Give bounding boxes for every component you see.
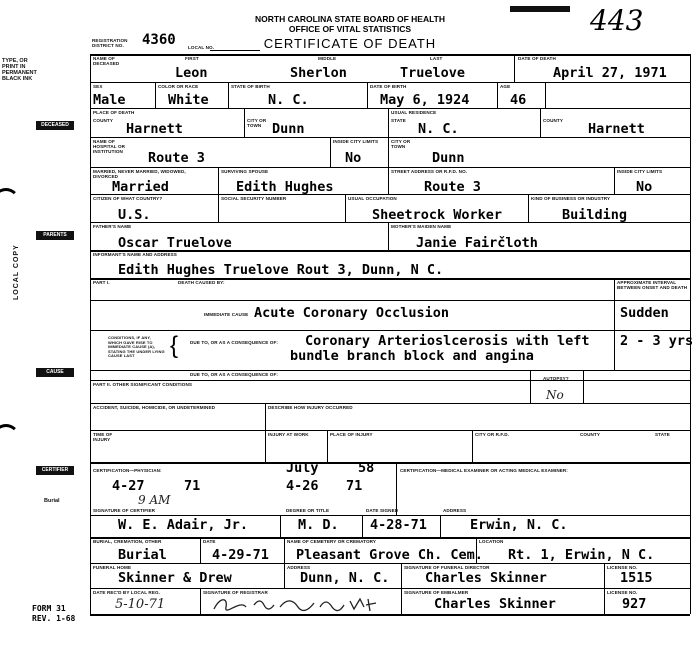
disposition-label: BURIAL, CREMATION, OTHER (93, 539, 162, 544)
res-city-value: Dunn (432, 150, 465, 166)
certificate-title: CERTIFICATE OF DEATH (263, 36, 437, 51)
name-label: NAME OF DECEASED (93, 56, 120, 66)
attended-from-day-value: 58 (358, 460, 375, 476)
sex-label: SEX (93, 84, 103, 89)
race-label: COLOR OR RACE (158, 84, 199, 89)
business-label: KIND OF BUSINESS OR INDUSTRY (531, 196, 611, 201)
conditions-label: CONDITIONS, IF ANY, WHICH GAVE RISE TO IMMEDIATE CAUSE (A), STATING THE UNDER LYING CAUSE LAST (108, 335, 165, 359)
director-value: Charles Skinner (425, 570, 547, 586)
res-city-label: CITY OR TOWN (391, 139, 411, 149)
age-value: 46 (510, 92, 527, 108)
last-saw-value: 4-26 (286, 478, 319, 494)
first-name-value: Leon (175, 65, 208, 81)
due-to-b-label: DUE TO, OR AS A CONSEQUENCE OF: (190, 340, 279, 345)
middle-name-value: Sherlon (290, 65, 347, 81)
res-state-label: STATE (391, 118, 406, 123)
father-value: Oscar Truelove (118, 235, 232, 251)
last-name-label: LAST (430, 56, 443, 61)
first-name-label: FIRST (185, 56, 199, 61)
burial-date-label: DATE (203, 539, 216, 544)
registrar-signature (210, 595, 390, 613)
due-to-c-label: DUE TO, OR AS A CONSEQUENCE OF: (190, 372, 279, 377)
hospital-value: Route 3 (148, 150, 205, 166)
license1-value: 1515 (620, 570, 653, 586)
sex-value: Male (93, 92, 126, 108)
cemetery-label: NAME OF CEMETERY OR CREMATORY (287, 539, 377, 544)
immediate-cause-label: IMMEDIATE CAUSE (204, 312, 249, 317)
ink-instructions: TYPE, OR PRINT IN PERMANENT BLACK INK (2, 58, 37, 82)
occupation-value: Sheetrock Worker (372, 207, 503, 223)
certifier-signature-value: W. E. Adair, Jr. (118, 517, 249, 533)
punch-hole-bottom (0, 424, 20, 452)
date-signed-label: DATE SIGNED (366, 508, 399, 513)
street-value: Route 3 (424, 179, 481, 195)
informant-label: INFORMANT'S NAME AND ADDRESS (93, 252, 177, 257)
degree-label: DEGREE OR TITLE (286, 508, 330, 513)
autopsy-label: AUTOPSY? (543, 376, 569, 381)
injury-city-label: CITY OR R.F.D. (475, 432, 509, 437)
city-label: CITY OR TOWN (247, 118, 267, 128)
birth-state-label: STATE OF BIRTH (231, 84, 270, 89)
parents-tab: PARENTS (36, 231, 74, 240)
citizen-label: CITIZEN OF WHAT COUNTRY? (93, 196, 163, 201)
mother-value: Janie Fairčloth (416, 235, 538, 251)
ssn-label: SOCIAL SECURITY NUMBER (221, 196, 287, 201)
part2-label: PART II. OTHER SIGNIFICANT CONDITIONS (93, 382, 193, 387)
degree-value: M. D. (298, 517, 339, 533)
birth-state-value: N. C. (268, 92, 309, 108)
cause-b-interval: 2 - 3 yrs (620, 333, 694, 349)
date-signed-value: 4-28-71 (370, 517, 427, 533)
attended-to-value: 4-27 (112, 478, 145, 494)
autopsy-value: No (546, 388, 564, 402)
physician-label: CERTIFICATION—PHYSICIAN: (93, 468, 162, 473)
license2-value: 927 (622, 596, 647, 612)
local-copy-label: LOCAL COPY (13, 244, 20, 300)
medical-examiner-label: CERTIFICATION—MEDICAL EXAMINER OR ACTING MEDICAL EXAMINER: (400, 468, 568, 473)
handwritten-number: 443 (590, 4, 644, 37)
license1-label: LICENSE NO. (607, 565, 638, 570)
citizen-value: U.S. (118, 207, 151, 223)
attended-from-value: July (286, 460, 319, 476)
black-bar-decoration (510, 6, 570, 12)
county-value: Harnett (126, 121, 183, 137)
spouse-label: SURVIVING SPOUSE (221, 169, 269, 174)
location-value: Rt. 1, Erwin, N C. (508, 547, 655, 563)
city-value: Dunn (272, 121, 305, 137)
res-inside-value: No (636, 179, 653, 195)
res-state-value: N. C. (418, 121, 459, 137)
funeral-home-value: Skinner & Drew (118, 570, 232, 586)
race-value: White (168, 92, 209, 108)
accident-label: ACCIDENT, SUICIDE, HOMICIDE, OR UNDETERMINED (93, 405, 216, 410)
form-revision: REV. 1-68 (32, 614, 76, 623)
registrar-label: SIGNATURE OF REGISTRAR (203, 590, 268, 595)
inside-limits-label: INSIDE CITY LIMITS (333, 139, 379, 144)
board-name: NORTH CAROLINA STATE BOARD OF HEALTH (255, 14, 445, 24)
dob-value: May 6, 1924 (380, 92, 470, 108)
res-inside-label: INSIDE CITY LIMITS (617, 169, 663, 174)
funeral-home-label: FUNERAL HOME (93, 565, 132, 570)
date-of-death-value: April 27, 1971 (553, 65, 667, 81)
res-county-value: Harnett (588, 121, 645, 137)
burial-side-label: Burial (44, 498, 60, 504)
director-label: SIGNATURE OF FUNERAL DIRECTOR (404, 565, 490, 570)
hospital-label: NAME OF HOSPITAL OR INSTITUTION (93, 139, 126, 154)
disposition-value: Burial (118, 547, 167, 563)
punch-hole-top (0, 188, 20, 216)
location-label: LOCATION (479, 539, 504, 544)
burial-date-value: 4-29-71 (212, 547, 269, 563)
father-label: FATHER'S NAME (93, 224, 132, 229)
spouse-value: Edith Hughes (236, 179, 334, 195)
last-name-value: Truelove (400, 65, 466, 81)
age-label: AGE (500, 84, 511, 89)
inside-limits-value: No (345, 150, 362, 166)
business-value: Building (562, 207, 628, 223)
marital-value: Married (112, 179, 169, 195)
deceased-tab: DECEASED (36, 121, 74, 130)
certifier-tab: CERTIFIER (36, 466, 74, 475)
last-saw-year-value: 71 (346, 478, 363, 494)
date-of-death-label: DATE OF DEATH (518, 56, 556, 61)
cemetery-value: Pleasant Grove Ch. Cem. (296, 547, 483, 563)
part1-label: PART I. (93, 280, 110, 285)
embalmer-value: Charles Skinner (434, 596, 556, 612)
at-work-label: INJURY AT WORK (268, 432, 309, 437)
cause-tab: CAUSE (36, 368, 74, 377)
place-injury-label: PLACE OF INJURY (330, 432, 373, 437)
certifier-address-label: ADDRESS (443, 508, 467, 513)
registration-number: 4360 (142, 32, 176, 48)
funeral-address-label: ADDRESS (287, 565, 311, 570)
occupation-label: USUAL OCCUPATION (348, 196, 397, 201)
injury-desc-label: DESCRIBE HOW INJURY OCCURRED (268, 405, 353, 410)
street-label: STREET ADDRESS OR R.F.D. NO. (391, 169, 468, 174)
date-recd-value: 5-10-71 (115, 597, 166, 612)
mother-label: MOTHER'S MAIDEN NAME (391, 224, 452, 229)
date-recd-label: DATE REC'D BY LOCAL REG. (93, 590, 161, 595)
injury-state-label: STATE (655, 432, 670, 437)
occurred-at-value: 9 AM (138, 493, 171, 507)
funeral-address-value: Dunn, N. C. (300, 570, 390, 586)
cause-b-line2: bundle branch block and angina (290, 348, 534, 364)
immediate-interval-value: Sudden (620, 305, 669, 321)
informant-value: Edith Hughes Truelove Rout 3, Dunn, N C. (118, 262, 444, 278)
office-name: OFFICE OF VITAL STATISTICS (288, 24, 412, 34)
place-of-death-label: PLACE OF DEATH (93, 110, 135, 115)
registration-label: REGISTRATION DISTRICT NO. (92, 38, 128, 48)
injury-county-label: COUNTY (580, 432, 600, 437)
time-injury-label: TIME OF INJURY (93, 432, 113, 442)
interval-label: APPROXIMATE INTERVAL BETWEEN ONSET AND DEATH (617, 280, 688, 290)
residence-label: USUAL RESIDENCE (391, 110, 437, 115)
bracket-decoration: { (170, 332, 179, 359)
cause-b-line1: Coronary Arterioslcerosis with left (305, 333, 590, 349)
caused-by-label: DEATH CAUSED BY: (178, 280, 225, 285)
middle-name-label: MIDDLE (318, 56, 337, 61)
immediate-cause-value: Acute Coronary Occlusion (254, 305, 450, 321)
county-label: COUNTY (93, 118, 113, 123)
embalmer-label: SIGNATURE OF EMBALMER (404, 590, 469, 595)
dob-label: DATE OF BIRTH (370, 84, 407, 89)
license2-label: LICENSE NO. (607, 590, 638, 595)
form-number: FORM 31 (32, 604, 66, 613)
marital-label: MARRIED, NEVER MARRIED, WIDOWED, DIVORCED (93, 169, 186, 179)
attended-to-year-value: 71 (184, 478, 201, 494)
certifier-signature-label: SIGNATURE OF CERTIFIER (93, 508, 156, 513)
local-no-label: LOCAL NO. (188, 45, 215, 50)
certifier-address-value: Erwin, N. C. (470, 517, 568, 533)
res-county-label: COUNTY (543, 118, 563, 123)
